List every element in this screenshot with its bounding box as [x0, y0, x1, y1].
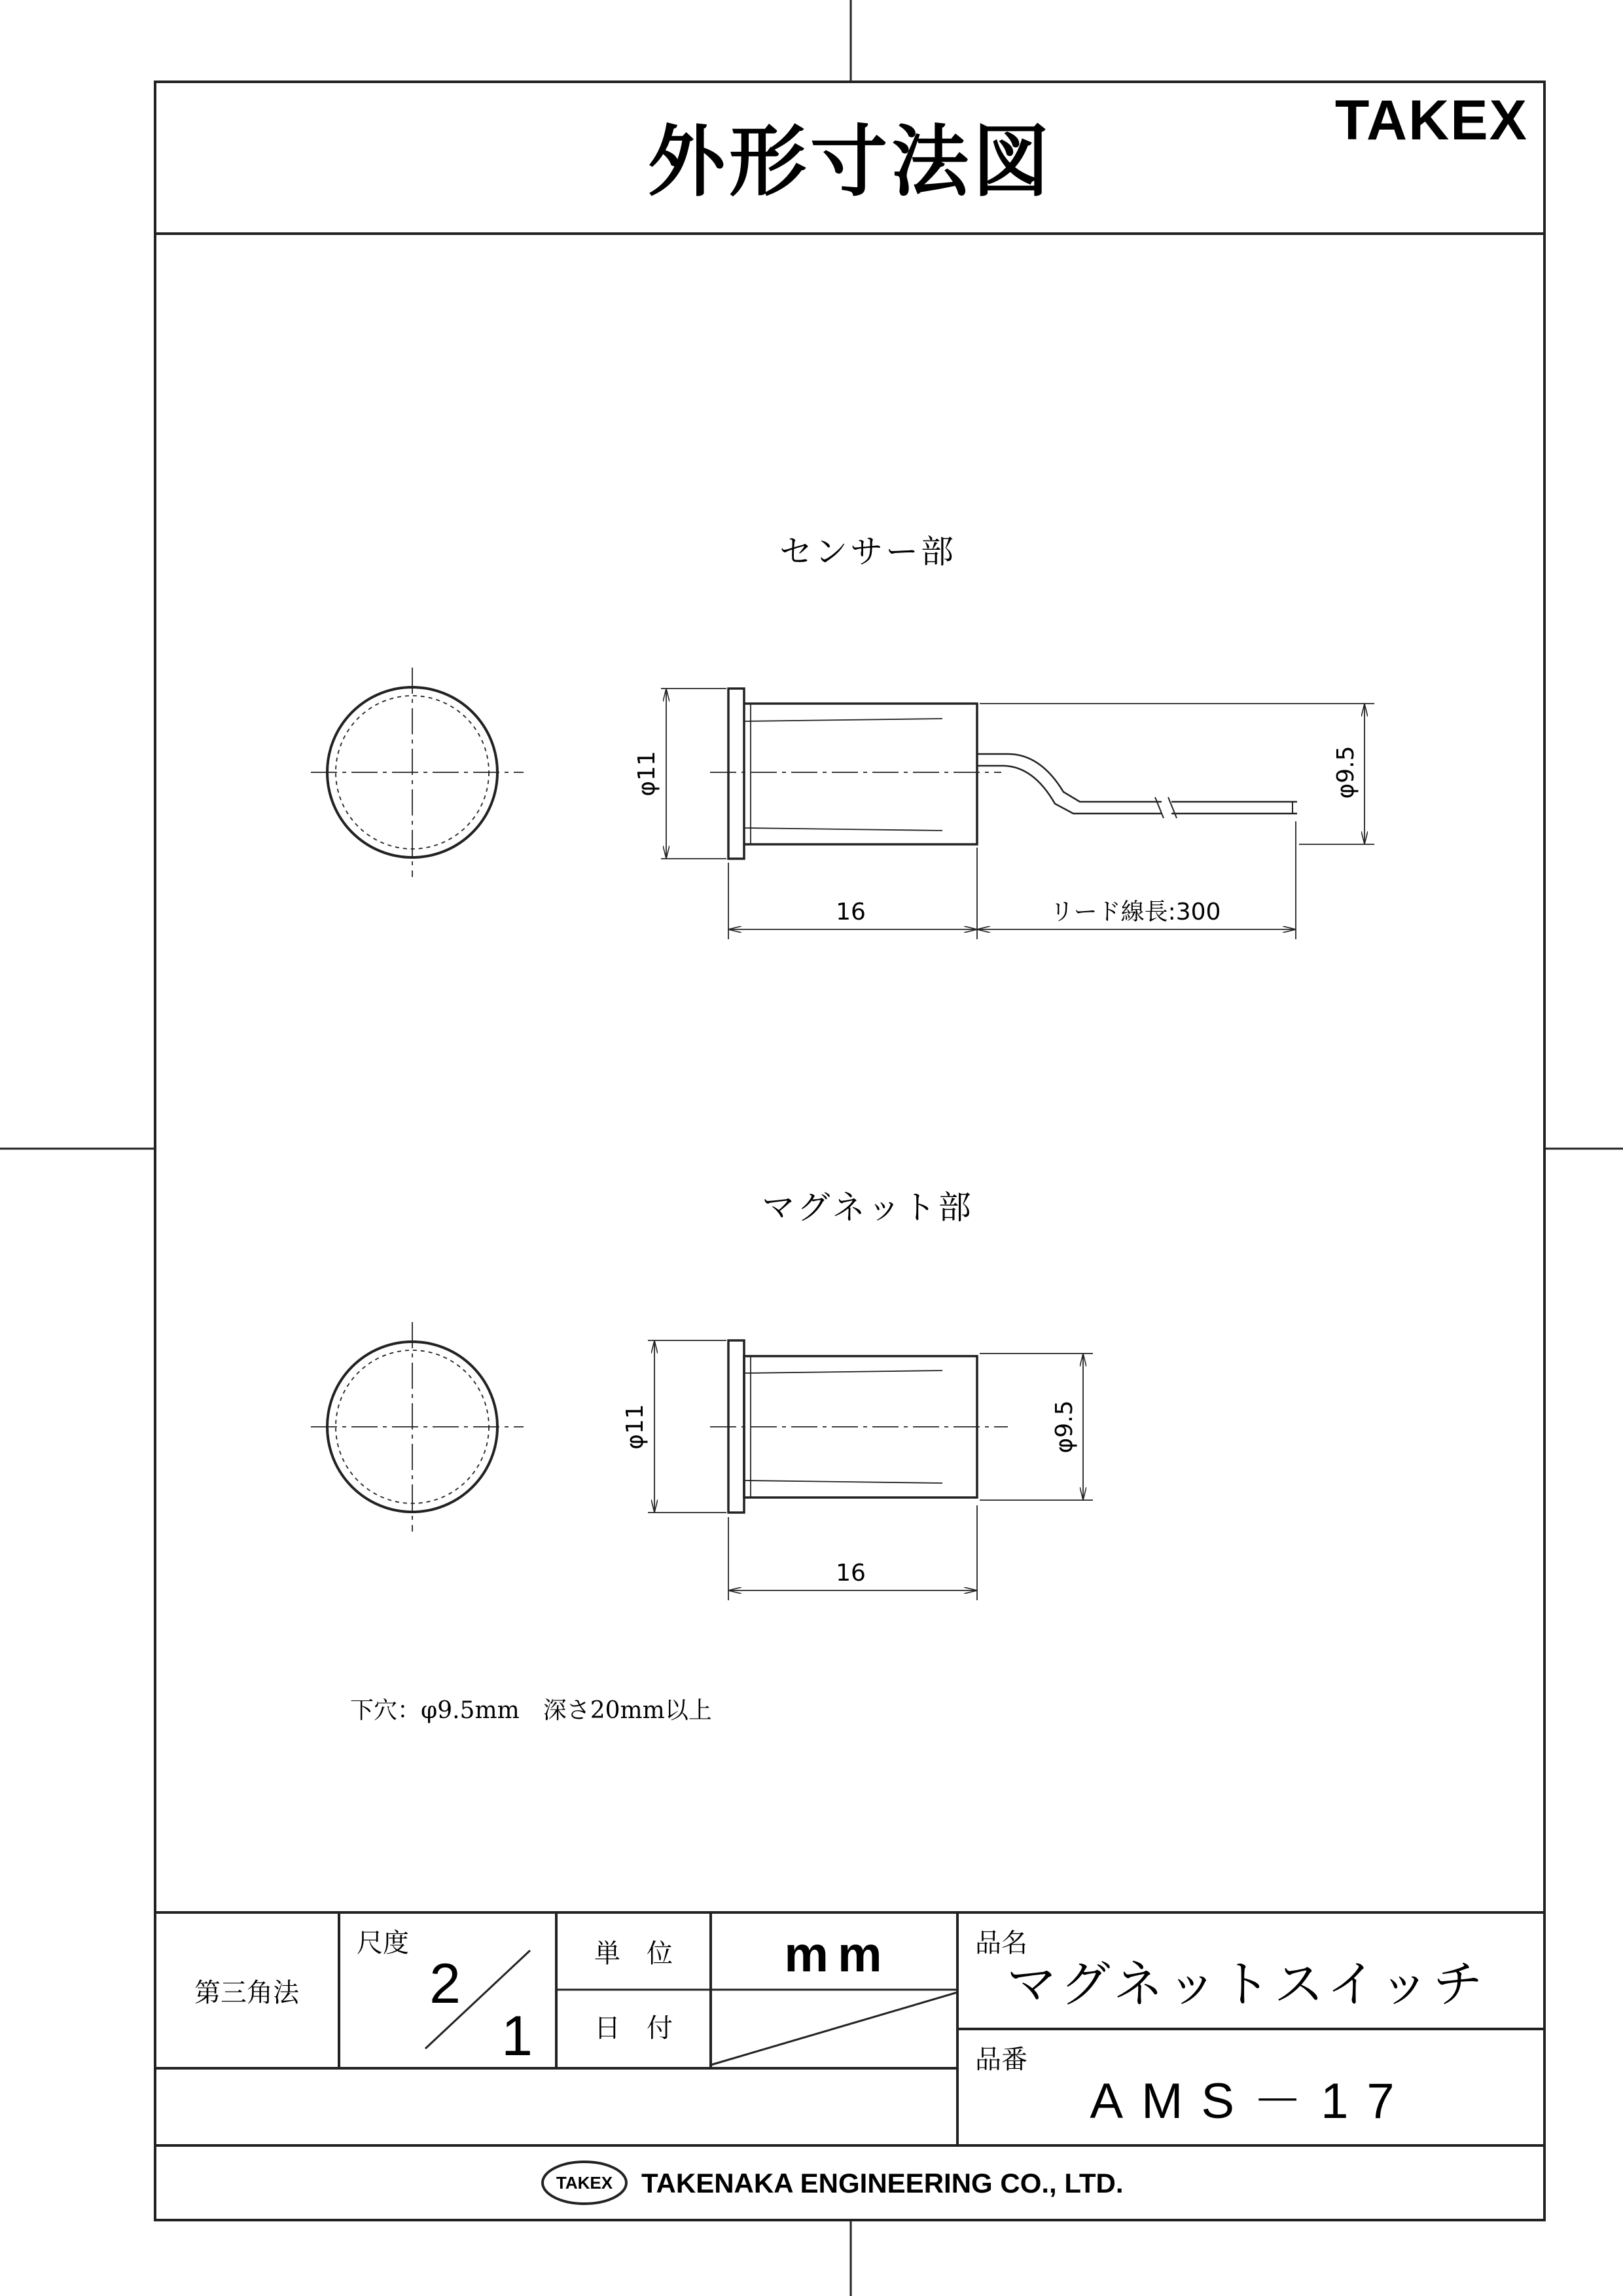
product-name-label: 品名: [975, 1928, 1027, 1958]
product-number-label: 品番: [975, 2045, 1027, 2075]
drawing-title: 外形寸法図: [647, 117, 1054, 207]
drawing-frame: [155, 82, 1544, 2220]
installation-note: 下穴：φ9.5mm 深さ20mm以上: [350, 1697, 712, 1724]
sensor-inner-diameter-label: φ9.5: [1332, 745, 1359, 799]
unit-label: 単 位: [594, 1939, 673, 1969]
magnet-section-heading: マグネット部: [762, 1189, 974, 1227]
sensor-length-label: 16: [836, 899, 866, 925]
company-logo-text: TAKEX: [556, 2173, 613, 2193]
magnet-inner-diameter-label: φ9.5: [1051, 1400, 1078, 1454]
sensor-lead-length-label: リード線長:300: [1050, 899, 1221, 925]
product-number: AMS－17: [1090, 2073, 1413, 2129]
magnet-side-view: [710, 1340, 1008, 1513]
scale-denominator: 1: [501, 2005, 533, 2068]
brand-logo: TAKEX: [1334, 89, 1528, 152]
unit-value: mm: [784, 1927, 891, 1982]
sensor-outer-diameter-label: φ11: [633, 751, 660, 797]
scale-label: 尺度: [357, 1928, 409, 1958]
product-name: マグネットスイッチ: [1007, 1955, 1487, 2013]
projection-method: 第三角法: [194, 1978, 299, 2008]
sensor-front-view: [311, 668, 524, 877]
company-name: TAKENAKA ENGINEERING CO., LTD.: [641, 2168, 1124, 2198]
sensor-section-heading: センサー部: [779, 533, 956, 571]
magnet-front-view: [311, 1322, 524, 1532]
magnet-length-label: 16: [836, 1560, 866, 1587]
magnet-dimensions: [648, 1340, 1093, 1600]
company-logo: [543, 2162, 626, 2204]
magnet-outer-diameter-label: φ11: [622, 1404, 649, 1450]
date-label: 日 付: [594, 2013, 673, 2043]
scale-numerator: 2: [429, 1952, 461, 2015]
sensor-side-view: [710, 689, 1297, 859]
